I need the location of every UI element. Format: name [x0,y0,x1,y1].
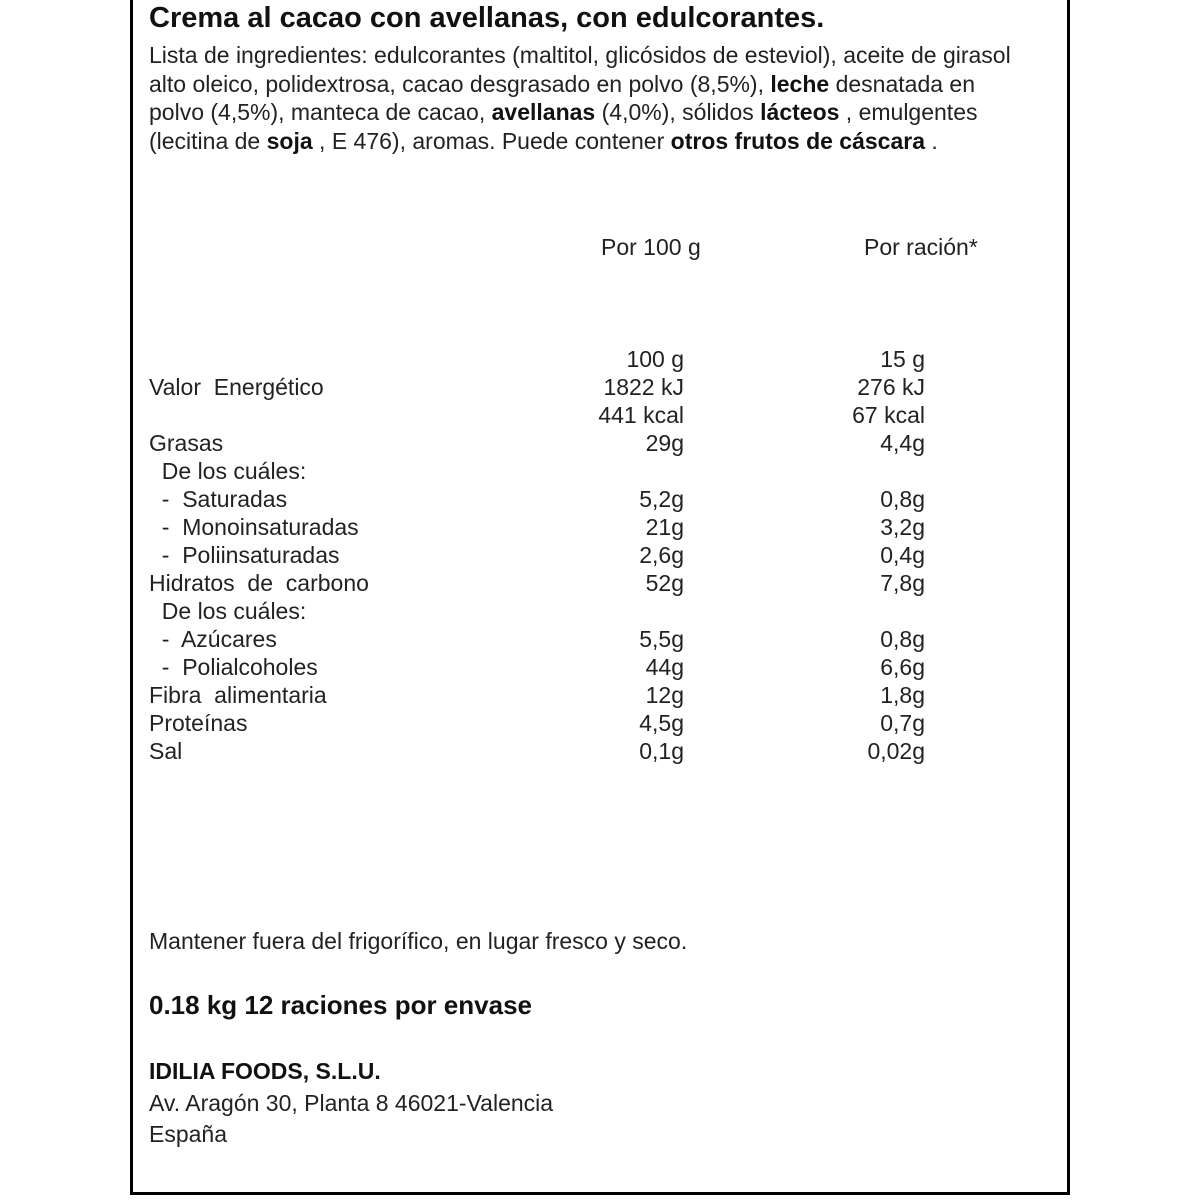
company-name: IDILIA FOODS, S.L.U. [149,1058,381,1084]
value-per-portion: 0,4g [880,542,925,568]
nutrient-label: - Polialcoholes [149,654,318,680]
ingredients-text: desnatada en polvo (4,5%), manteca de cacao, [149,70,975,126]
nutrient-label: - Poliinsaturadas [149,542,340,568]
ingredients-text: (4,0%), sólidos [595,99,761,126]
value-per-portion: 3,2g [880,514,925,540]
value-per-100g: 4,5g [639,710,684,736]
table-row [149,598,999,626]
value-per-100g: 52g [645,570,684,596]
allergen-leche: leche [770,70,830,97]
storage-instructions: Mantener fuera del frigorífico, en lugar fresco y seco. [149,928,688,954]
table-row [149,654,999,682]
company-address: Av. Aragón 30, Planta 8 46021-Valencia [149,1090,554,1116]
table-row [149,682,999,710]
net-weight: 0.18 kg 12 raciones por envase [149,990,532,1020]
value-per-portion: 0,02g [867,738,925,764]
value-per-100g: 2,6g [639,542,684,568]
table-row [149,626,999,654]
table-row [149,738,999,766]
allergen-soja: soja [266,127,313,154]
value-per-portion: 0,8g [880,486,925,512]
table-row [149,570,999,598]
ingredients-text: , emulgentes (lecitina de [149,99,978,154]
nutrient-label: - Azúcares [149,626,277,652]
value-per-100g: 29g [645,430,684,456]
allergen-frutos-cascara: otros frutos de cáscara [670,127,926,154]
value-per-portion: 1,8g [880,682,925,708]
value-per-100g: 12g [645,682,684,708]
value-per-100g: 44g [645,654,684,680]
value-per-100g: 0,1g [639,738,684,764]
nutrient-label: Hidratos de carbono [149,570,369,596]
value-per-portion: 7,8g [880,570,925,596]
value-per-portion: 67 kcal [852,402,925,428]
table-row [149,374,999,402]
table-row [149,486,999,514]
table-row [149,458,999,486]
allergen-avellanas: avellanas [491,99,596,126]
column-header-per-portion: Por ración* [864,234,978,260]
nutrient-label: De los cuáles: [149,458,307,484]
table-row [149,542,999,570]
nutrient-label: - Saturadas [149,486,288,512]
ingredients-text: . [925,127,938,154]
table-row [149,430,999,458]
value-per-portion: 276 kJ [857,374,925,400]
column-header-per-100g: Por 100 g [601,234,701,260]
nutrient-label: Fibra alimentaria [149,682,327,708]
nutrient-label: Proteínas [149,710,248,736]
table-row [149,710,999,738]
ingredients-list [149,41,1029,155]
nutrient-label: De los cuáles: [149,598,307,624]
ingredients-text: , E 476), aromas. Puede contener [312,127,671,154]
value-per-100g: 100 g [626,346,684,372]
table-row [149,402,999,430]
value-per-100g: 5,5g [639,626,684,652]
ingredients-text: Lista de ingredientes: edulcorantes (maltitol, glicósidos de esteviol), aceite de girasol alto oleico, polidextrosa, cacao desgrasado en polvo (8,5%), [149,42,1011,97]
value-per-portion: 6,6g [880,654,925,680]
nutrient-label: Grasas [149,430,224,456]
value-per-portion: 0,8g [880,626,925,652]
table-row [149,514,999,542]
company-country: España [149,1121,228,1147]
value-per-portion: 4,4g [880,430,925,456]
value-per-100g: 441 kcal [598,402,684,428]
value-per-100g: 21g [645,514,684,540]
allergen-lacteos: lácteos [760,99,840,126]
nutrient-label: - Monoinsaturadas [149,514,359,540]
product-title: Crema al cacao con avellanas, con edulcorantes. [149,2,825,34]
value-per-100g: 1822 kJ [603,374,684,400]
value-per-100g: 5,2g [639,486,684,512]
nutrient-label: Valor Energético [149,374,324,400]
value-per-portion: 0,7g [880,710,925,736]
value-per-portion: 15 g [880,346,925,372]
nutrient-label: Sal [149,738,183,764]
table-row [149,346,999,374]
